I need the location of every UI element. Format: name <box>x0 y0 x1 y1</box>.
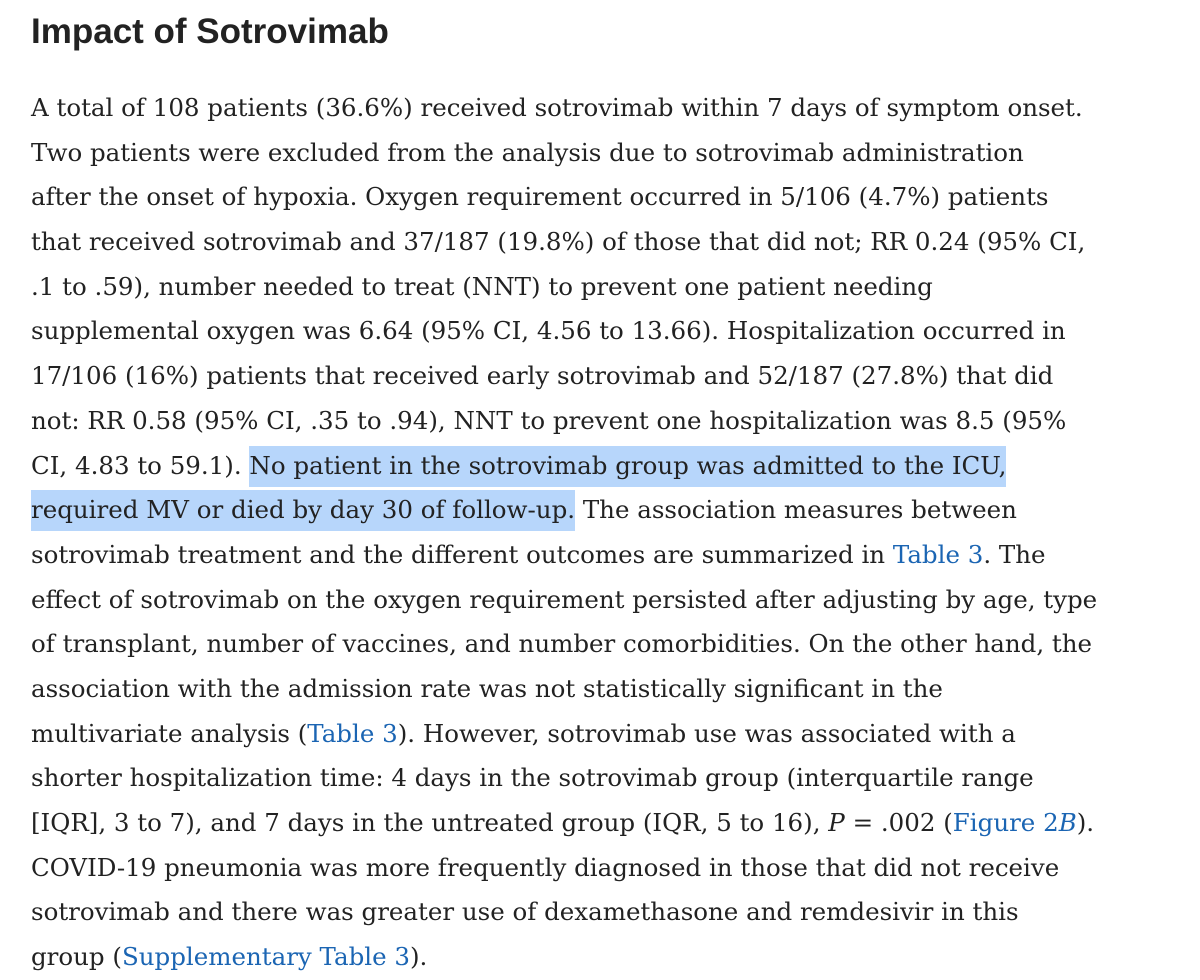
paragraph-line: of transplant, number of vaccines, and number comorbidities. On the other hand, the <box>31 629 1093 659</box>
paragraph-line: Two patients were excluded from the analysis due to sotrovimab administration <box>31 137 1024 167</box>
text-run: multivariate analysis ( <box>31 718 308 748</box>
paragraph-line: 17/106 (16%) patients that received early sotrovimab and 52/187 (27.8%) that did <box>31 361 1054 391</box>
paragraph-line: that received sotrovimab and 37/187 (19.8%) of those that did not; RR 0.24 (95% CI, <box>31 227 1086 257</box>
text-run: = .002 ( <box>844 808 953 837</box>
text-run: [IQR], 3 to 7), and 7 days in the untreated group (IQR, 5 to 16), <box>31 808 829 837</box>
results-paragraph <box>31 86 1181 980</box>
text-run: group ( <box>31 942 122 972</box>
paragraph-line: COVID-19 pneumonia was more frequently diagnosed in those that did not receive <box>31 852 1060 882</box>
table-3-link[interactable]: Table 3 <box>892 539 984 569</box>
table-3-link[interactable]: Table 3 <box>307 718 398 748</box>
link-text: Figure 2 <box>952 808 1059 837</box>
paragraph-line: after the onset of hypoxia. Oxygen requirement occurred in 5/106 (4.7%) patients <box>31 182 1049 212</box>
p-value-symbol: P <box>828 808 845 837</box>
paragraph-line <box>31 801 1181 846</box>
paragraph-line <box>31 488 1181 533</box>
text-run: ). <box>1076 808 1095 837</box>
paragraph-line <box>31 444 1181 489</box>
paragraph-line <box>31 935 1181 980</box>
paragraph-line <box>31 533 1181 578</box>
paragraph-line: supplemental oxygen was 6.64 (95% CI, 4.56 to 13.66). Hospitalization occurred in <box>31 316 1066 346</box>
text-run: CI, 4.83 to 59.1). <box>31 450 250 480</box>
supplementary-table-3-link[interactable]: Supplementary Table 3 <box>121 942 410 972</box>
selected-text-highlight[interactable]: No patient in the sotrovimab group was admitted to the ICU, <box>249 446 1006 487</box>
paragraph-line: association with the admission rate was not statistically significant in the <box>31 673 943 703</box>
text-run: . The <box>983 539 1046 569</box>
paragraph-line: .1 to .59), number needed to treat (NNT) to prevent one patient needing <box>31 271 933 301</box>
paragraph-line <box>31 712 1181 757</box>
paragraph-line: A total of 108 patients (36.6%) received sotrovimab within 7 days of symptom onset. <box>31 93 1083 122</box>
text-run: The association measures between <box>575 495 1017 525</box>
selected-text-highlight[interactable]: required MV or died by day 30 of follow-up. <box>31 490 575 531</box>
figure-2b-link[interactable] <box>953 808 1077 837</box>
text-run: sotrovimab treatment and the different outcomes are summarized in <box>31 539 893 569</box>
section-heading: Impact of Sotrovimab <box>31 12 389 51</box>
paragraph-line: sotrovimab and there was greater use of dexamethasone and remdesivir in this <box>31 897 1019 927</box>
text-run: ). However, sotrovimab use was associated with a <box>397 718 1016 748</box>
paragraph-line: not: RR 0.58 (95% CI, .35 to .94), NNT to prevent one hospitalization was 8.5 (95% <box>31 405 1067 435</box>
text-run: ). <box>409 942 428 972</box>
link-text-italic: B <box>1058 808 1077 837</box>
paragraph-line: shorter hospitalization time: 4 days in the sotrovimab group (interquartile range <box>31 763 1034 793</box>
paragraph-line: effect of sotrovimab on the oxygen requirement persisted after adjusting by age, type <box>31 584 1098 614</box>
